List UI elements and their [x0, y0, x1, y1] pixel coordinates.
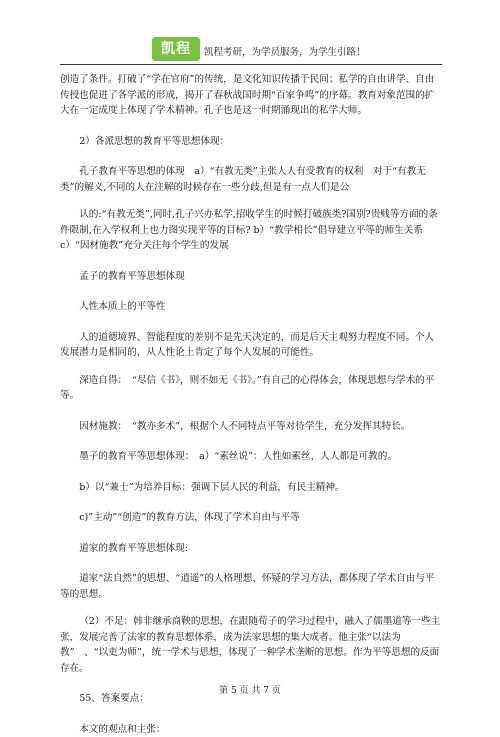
paragraph-human-nature: 人性本质上的平等性 — [60, 299, 442, 315]
paragraph-viewpoint: 本文的观点和主张： — [60, 722, 442, 737]
paragraph-mencius-heading: 孟子的教育平等思想体现 — [60, 269, 442, 285]
paragraph-confucius-b: 认的:“有教无类”,同时,孔子兴办私学,招收学生的时候打破族类?国别?贵贱等方面的条件限制,在入学权利上也力图实现平等的目标? b）“教学相长”倡导建立平等的师生关系 c）“因材施教”充分关注每个学生的发展 — [60, 207, 442, 254]
page-content — [60, 72, 442, 737]
paragraph-individual-teaching: 因材施教： “教亦多术”，根据个人不同特点平等对待学生，充分发挥其特长。 — [60, 419, 442, 435]
paragraph-taoist-thought: 道家“法自然”的思想、“逍遥”的人格理想、怀疑的学习方法，都体现了学术自由与平等的思想。 — [60, 571, 442, 602]
paragraph-deep-study: 深造自得： “尽信《书》，则不如无《书》。”有自己的心得体会，体现思想与学术的平等。 — [60, 373, 442, 404]
kaicheng-logo — [152, 37, 200, 61]
paragraph-moral-realm: 人的道德境界、智能程度的差别不是先天决定的，而是后天主观努力程度不同。个人发展潜力是相同的，从人性论上肯定了每个人发展的可能性。 — [60, 330, 442, 361]
page-header — [0, 0, 500, 78]
paragraph-private-school: 创造了条件。打破了“学在官府”的传统，是文化知识传播于民间；私学的自由讲学、自由传授也促进了各学派的形成，揭开了春秋战国时期“百家争鸣”的序幕。教育对象范围的扩大在一定成度上体现了学术精神。孔子也是这一时期涌现出的私学大师。 — [60, 72, 442, 119]
paragraph-heading-schools: 2）各派思想的教育平等思想体现： — [60, 134, 442, 150]
header-divider — [60, 64, 442, 65]
paragraph-confucius-a: 孔子教育平等思想的体现 a）“有教无类”主张人人有受教育的权利 对于“有教无类”的解义,不同的人在注解的时候存在一些分歧,但是有一点人们是公 — [60, 164, 442, 195]
paragraph-jianshi: b）以“兼士”为培养目标：强调下层人民的利益，有民主精神。 — [60, 480, 442, 496]
paragraph-taoist-heading: 道家的教育平等思想体现: — [60, 541, 442, 557]
header-slogan: 凯程考研，为学员服务，为学生引路！ — [204, 44, 366, 58]
paragraph-answer-55: 55、答案要点： — [60, 691, 442, 707]
logo-text: 凯程 — [152, 37, 200, 61]
paragraph-shortcoming: （2）不足：韩非继承商鞅的思想，在跟随荀子的学习过程中，融入了儒墨道等一些主张，发展完善了法家的教育思想体系，成为法家思想的集大成者。他主张“以法为教” 、“以吏为师”，统一学术与思想，体现了一种学术垄断的思想。作为平等思想的反面存在。 — [60, 614, 442, 676]
page-number: 第 5 页 共 7 页 — [0, 683, 500, 696]
paragraph-mozi: 墨子的教育平等思想体现： a）“素丝说”：人性如素丝，人人都是可教的。 — [60, 449, 442, 465]
paragraph-active-method: c)”主动”“创造”的教育方法，体现了学术自由与平等 — [60, 510, 442, 526]
